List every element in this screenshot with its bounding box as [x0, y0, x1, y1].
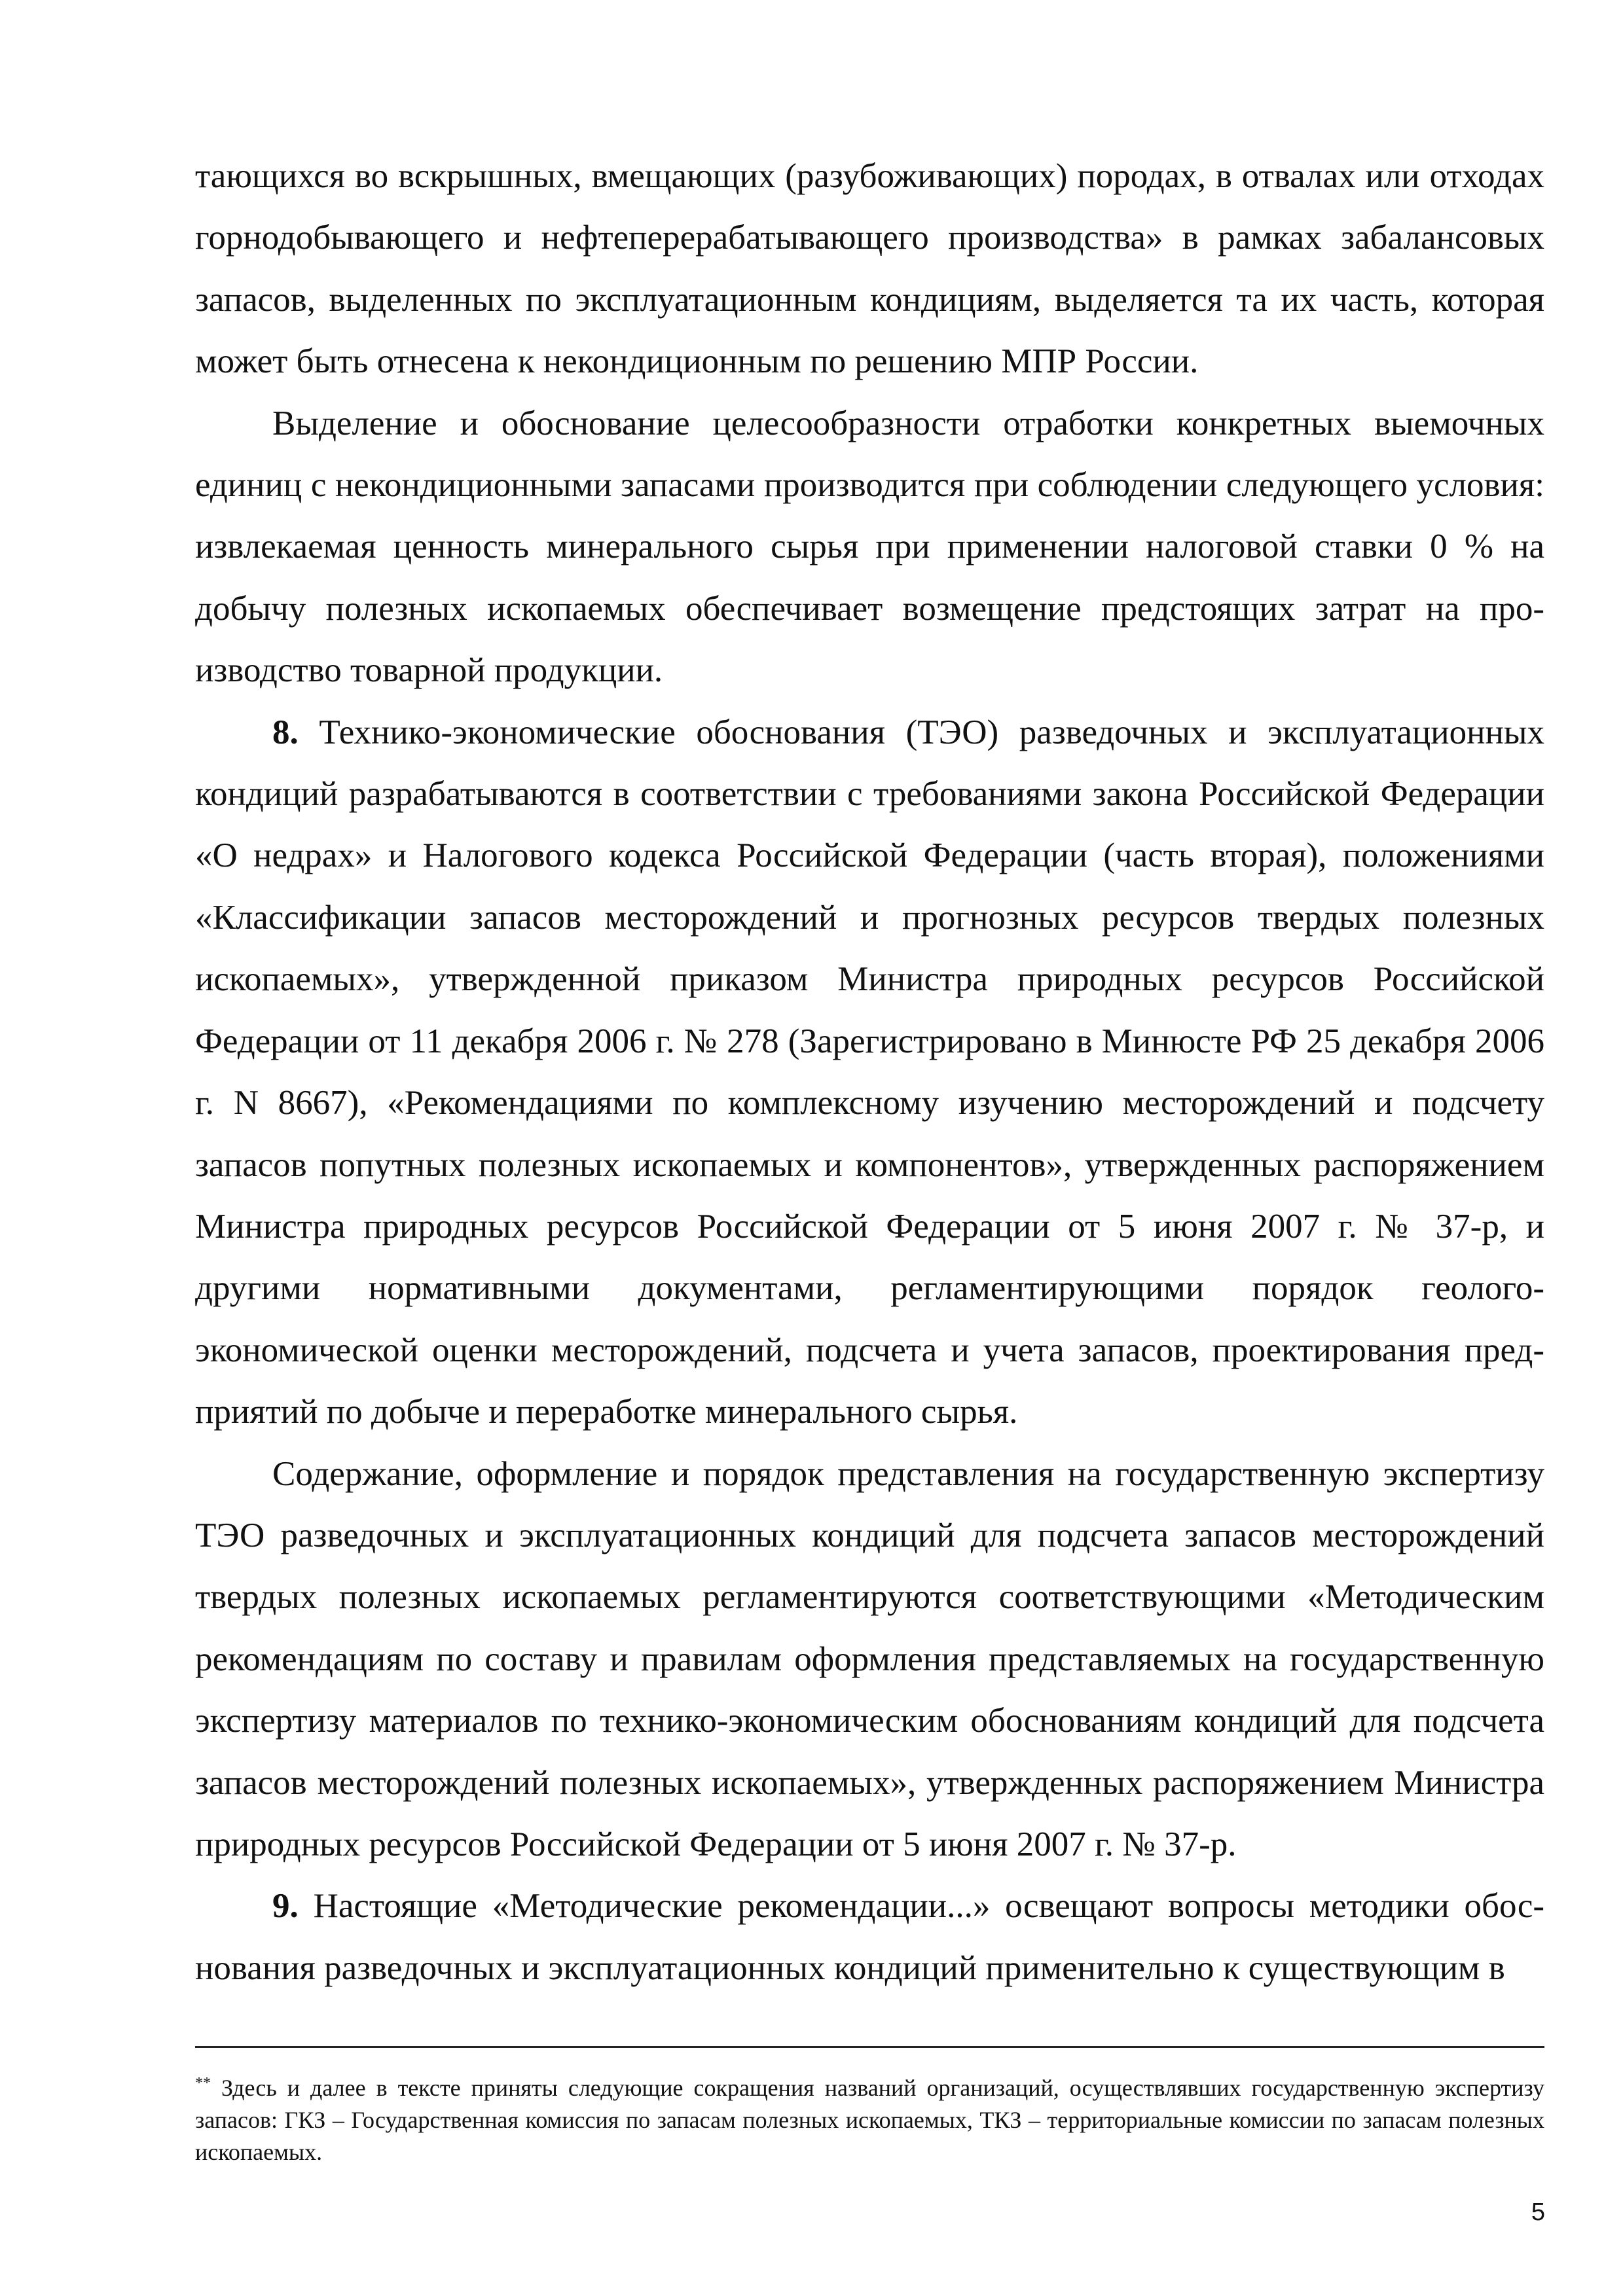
paragraph-item-9	[195, 1875, 1544, 1999]
footnote-divider	[195, 2046, 1544, 2048]
paragraph-noncondition-reserves: Выделение и обоснование целесообразности отработки конкретных выемочных единиц с некондиционными запасами производится при соблюдении следующего условия: извлекаемая ценность минерального сырья при применении налоговой ставки 0 % на добычу полезных ископаемых обеспечивает возмещение предстоящих затрат на производство товарной продукции.	[195, 404, 1544, 690]
paragraph-teo-content: Содержание, оформление и порядок представления на государственную экспертизу ТЭО разведочных и эксплуатационных кондиций для подсчета запасов месторождений твердых полезных ископаемых регламентируются соответствующими «Методическим рекомендациям по составу и правилам оформления представляемых на государственную экспертизу материалов по технико-экономическим обоснованиям кондиций для подсчета запасов месторождений полезных ископаемых», утвержденных распоряжением Министра природных ресурсов Российской Федерации от 5 июня 2007 г. № 37-р.	[195, 1454, 1544, 1863]
item-number: 9.	[272, 1887, 299, 1926]
footnote	[195, 2072, 1544, 2168]
paragraph-text: Технико-экономические обоснования (ТЭО) разведочных и эксплуатационных кондиций разрабатываются в соответствии с требованиями закона Российской Федерации «О недрах» и Налогового кодекса Российской Федерации (часть вторая), положениями «Классификации запасов месторождений и прогнозных ресурсов твердых полезных ископаемых», утвержденной приказом Министра природных ресурсов Российской Федерации от 11 декабря 2006 г. № 278 (Зарегистрировано в Минюсте РФ 25 декабря 2006 г. N 8667), «Рекомендациями по комплексному изучению месторождений и подсчету запасов попутных полезных ископаемых и компонентов», утвержденных распоряжением Министра природных ресурсов Российской Федерации от 5 июня 2007 г. № 37-р, и другими нормативными документами, регламентирующими порядок геолого-экономической оценки месторождений, подсчета и учета запасов, проектирования предприятий по добыче и переработке минерального сырья.	[195, 713, 1544, 1431]
paragraph-item-8	[195, 702, 1544, 1443]
paragraph-continuation: тающихся во вскрышных, вмещающих (разубоживающих) породах, в отвалах или отходах горнодобывающего и нефтеперерабатывающего производства» в рамках забалансовых запасов, выделенных по эксплуатационным кондициям, выделяется та их часть, которая может быть отнесена к некондиционным по решению МПР России.	[195, 157, 1544, 381]
item-number: 8.	[272, 713, 299, 751]
footnote-marker: **	[195, 2075, 211, 2092]
paragraph-text: Настоящие «Методические рекомендации...» освещают вопросы методики обоснования разведочных и эксплуатационных кондиций применительно к существующим в	[195, 1887, 1545, 1987]
page-number: 5	[1531, 2198, 1545, 2226]
footnote-text: Здесь и далее в тексте приняты следующие сокращения названий организаций, осуществлявших государственную экспертизу запасов: ГКЗ – Государственная комиссия по запасам полезных ископаемых, ТКЗ – территориальные комиссии по запасам полезных ископаемых.	[195, 2075, 1544, 2165]
body-text	[195, 145, 1544, 1999]
